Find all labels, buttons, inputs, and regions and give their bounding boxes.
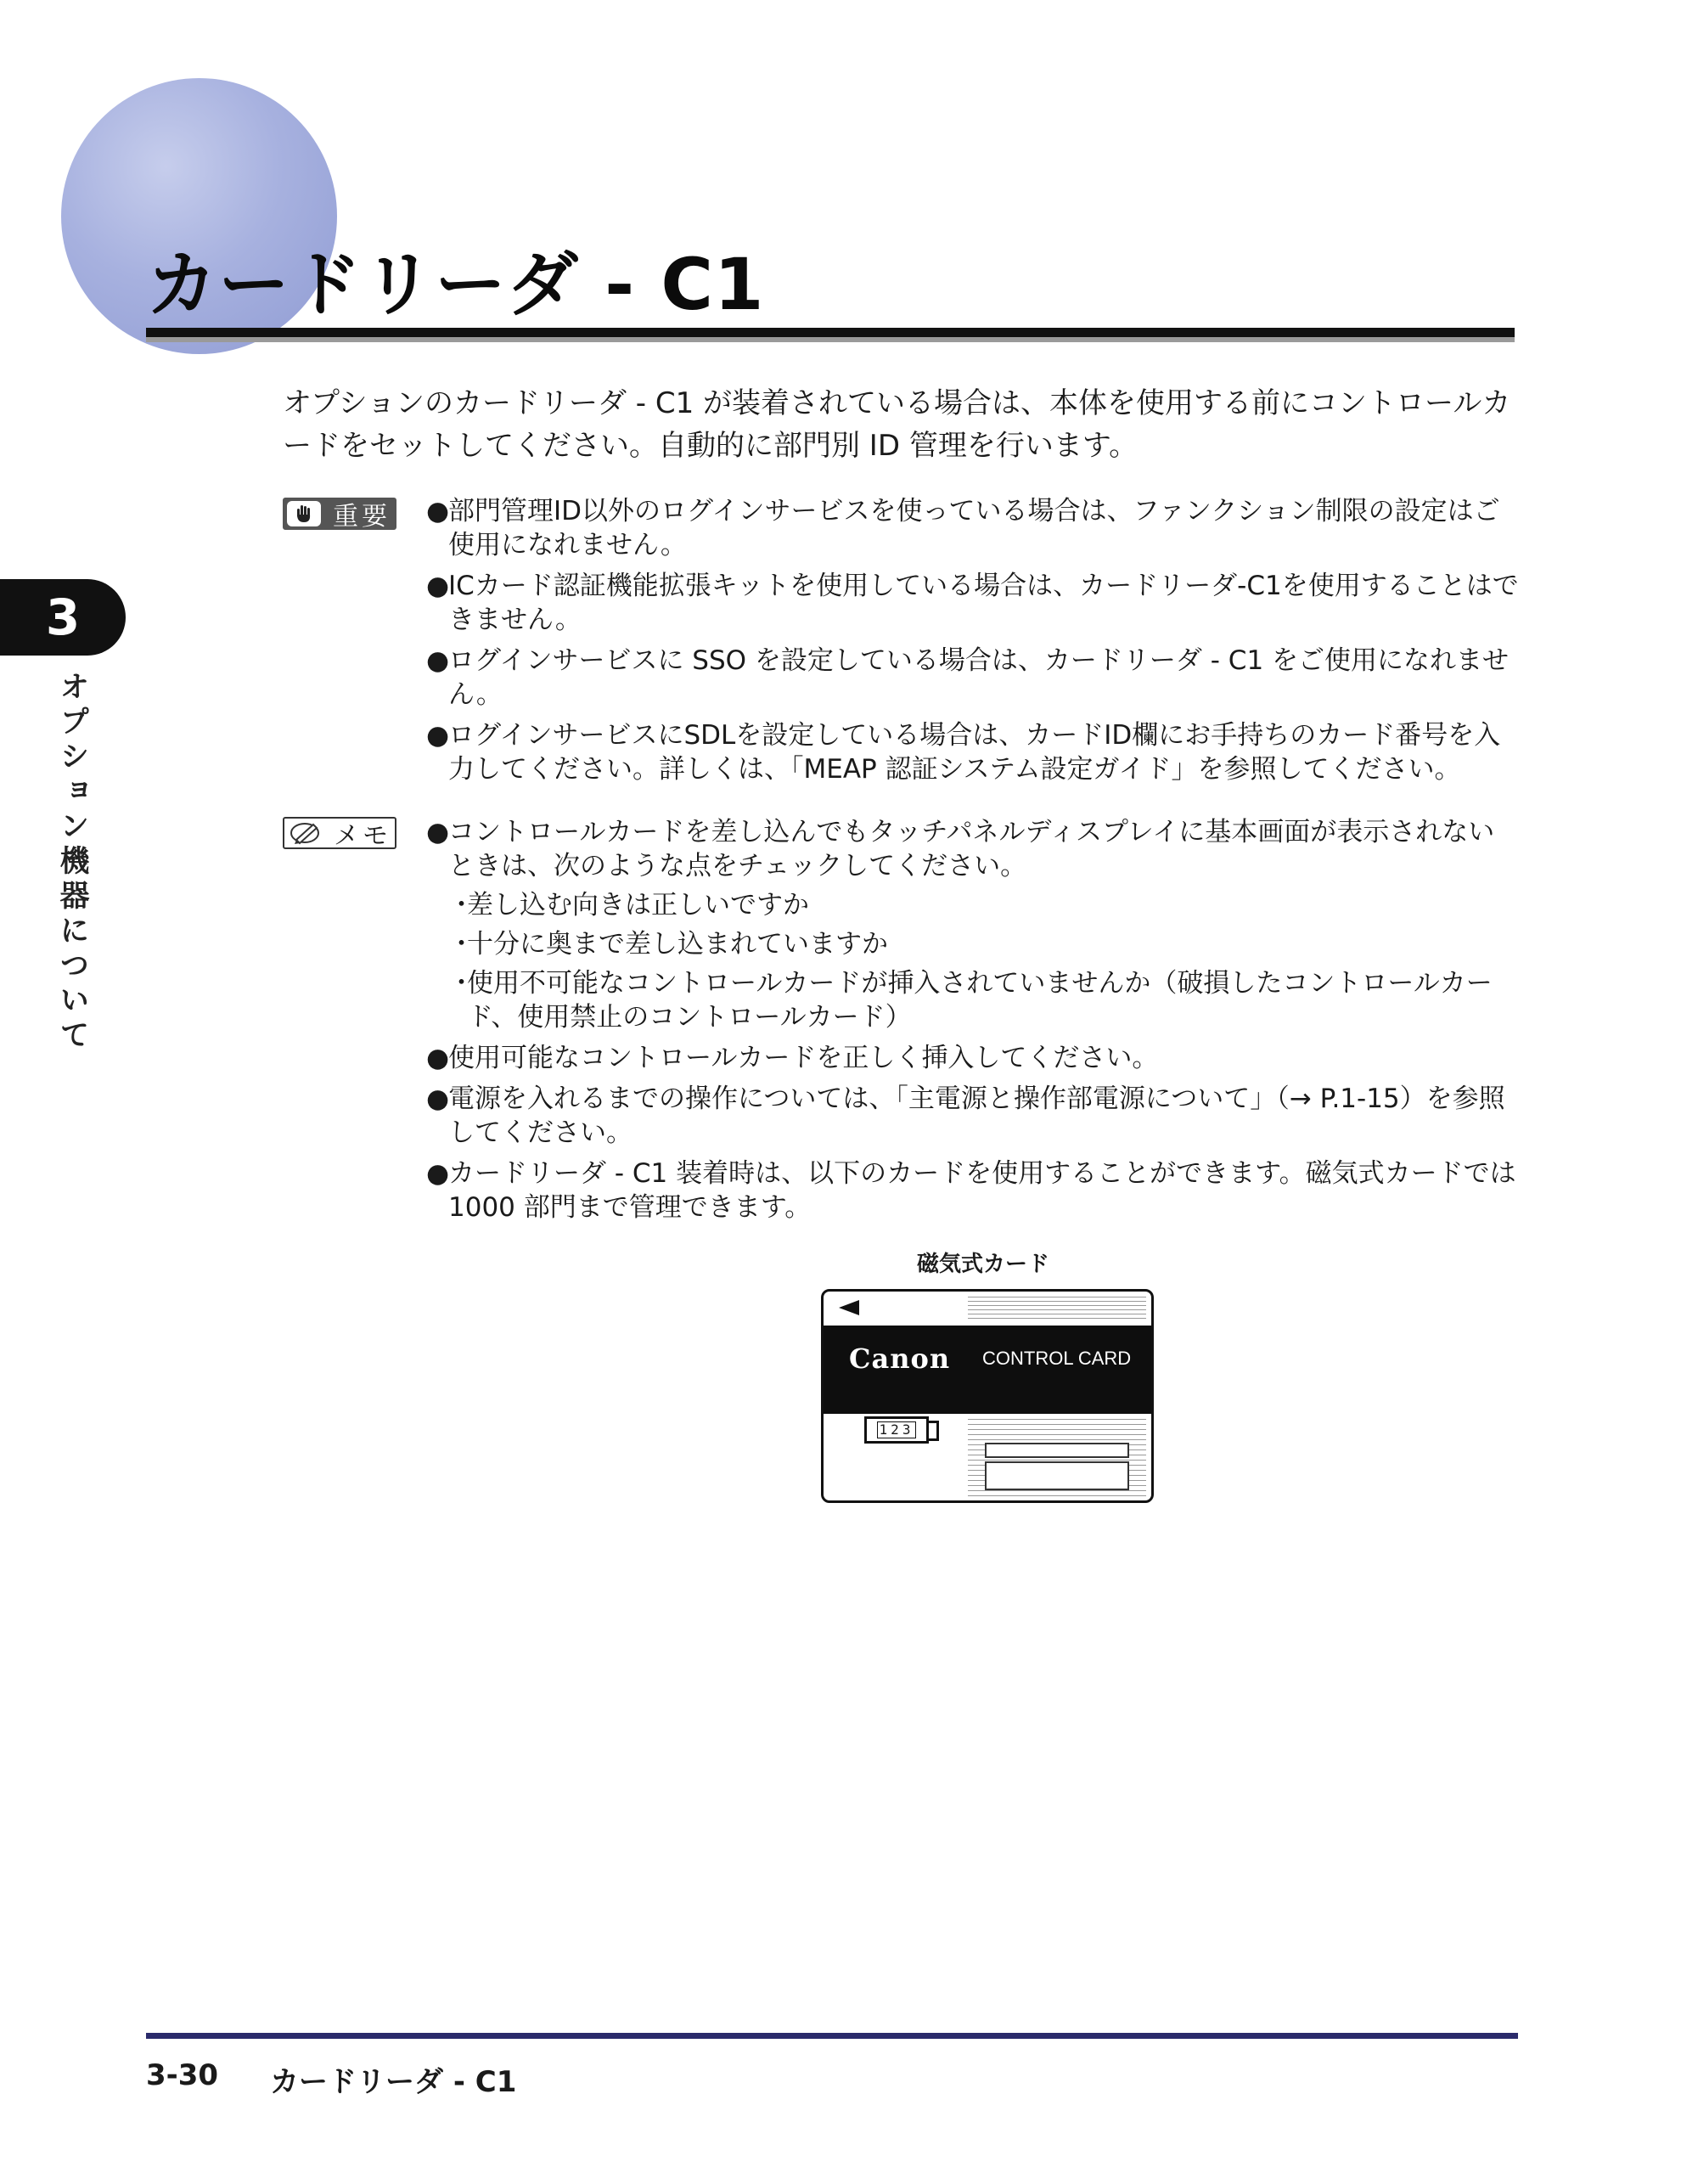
list-item: ● ICカード認証機能拡張キットを使用している場合は、カードリーダ-C1を使用することはできません。 bbox=[426, 571, 1519, 635]
card-counter-tip bbox=[926, 1421, 939, 1441]
card-field bbox=[985, 1461, 1129, 1490]
list-item: ● 電源を入れるまでの操作については、「主電源と操作部電源について」（→ P.1-15）を参照してください。 bbox=[426, 1084, 1505, 1148]
important-list bbox=[426, 494, 1520, 793]
chapter-tab bbox=[0, 579, 126, 656]
footer-rule bbox=[146, 2033, 1518, 2039]
control-card-illustration bbox=[821, 1289, 1154, 1503]
chapter-number: 3 bbox=[45, 588, 81, 646]
card-field bbox=[985, 1443, 1129, 1458]
card-brand-logo: Canon bbox=[849, 1342, 951, 1375]
list-item: ● 部門管理ID以外のログインサービスを使っている場合は、ファンクション制限の設定はご使用になれません。 bbox=[426, 496, 1500, 560]
card-caption: 磁気式カード bbox=[917, 1252, 1050, 1277]
card-counter-digits: 123 bbox=[877, 1421, 917, 1438]
title-underline-shadow bbox=[146, 337, 1515, 342]
important-label-text: 重要 bbox=[333, 502, 391, 532]
pencil-icon bbox=[290, 821, 322, 845]
memo-list bbox=[426, 815, 1520, 1231]
list-item: ● ログインサービスにSDLを設定している場合は、カードID欄にお手持ちのカード番号を入力してください。詳しくは、「MEAP 認証システム設定ガイド」を参照してください。 bbox=[426, 720, 1501, 785]
check-item: ・ 差し込む向きは正しいですか bbox=[448, 890, 809, 920]
card-label: CONTROL CARD bbox=[982, 1348, 1132, 1369]
intro-paragraph: オプションのカードリーダ - C1 が装着されている場合は、本体を使用する前にコントロールカードをセットしてください。自動的に部門別 ID 管理を行います。 bbox=[283, 386, 1511, 463]
memo-label bbox=[283, 817, 396, 849]
title-underline bbox=[146, 328, 1515, 337]
hand-stop-icon bbox=[287, 501, 321, 526]
list-item: ● ログインサービスに SSO を設定している場合は、カードリーダ - C1 をご使用になれません。 bbox=[426, 645, 1510, 710]
memo-label-text: メモ bbox=[334, 821, 391, 851]
insert-arrow-icon bbox=[839, 1300, 859, 1315]
page-title: カードリーダ - C1 bbox=[146, 243, 765, 326]
check-item: ・ 十分に奥まで差し込まれていますか bbox=[448, 929, 888, 960]
card-counter-icon bbox=[864, 1416, 929, 1444]
footer-title: カードリーダ - C1 bbox=[270, 2065, 517, 2099]
list-item: ● 使用可能なコントロールカードを正しく挿入してください。 bbox=[426, 1043, 1159, 1073]
important-label bbox=[283, 498, 396, 530]
chapter-side-label: オプション機器について bbox=[55, 671, 89, 1054]
check-item: ・ 使用不可能なコントロールカードが挿入されていませんか（破損したコントロールカード、使用禁止のコントロールカード） bbox=[448, 968, 1493, 1033]
footer-page-number: 3-30 bbox=[146, 2058, 219, 2092]
list-item: ● カードリーダ - C1 装着時は、以下のカードを使用することができます。磁気式カードでは 1000 部門まで管理できます。 bbox=[426, 1158, 1516, 1223]
checklist bbox=[448, 888, 1520, 1034]
magnetic-stripe-lines bbox=[968, 1297, 1146, 1322]
list-item: ● コントロールカードを差し込んでもタッチパネルディスプレイに基本画面が表示されないときは、次のような点をチェックしてください。 ・ 差し込む向きは正しいですか ・ 十分に奥まで差し込まれていますか ・ 使用不可能なコントロールカードが挿入されていませんか（破損したコントロールカード、使用禁止のコントロールカード） bbox=[426, 815, 1520, 1034]
